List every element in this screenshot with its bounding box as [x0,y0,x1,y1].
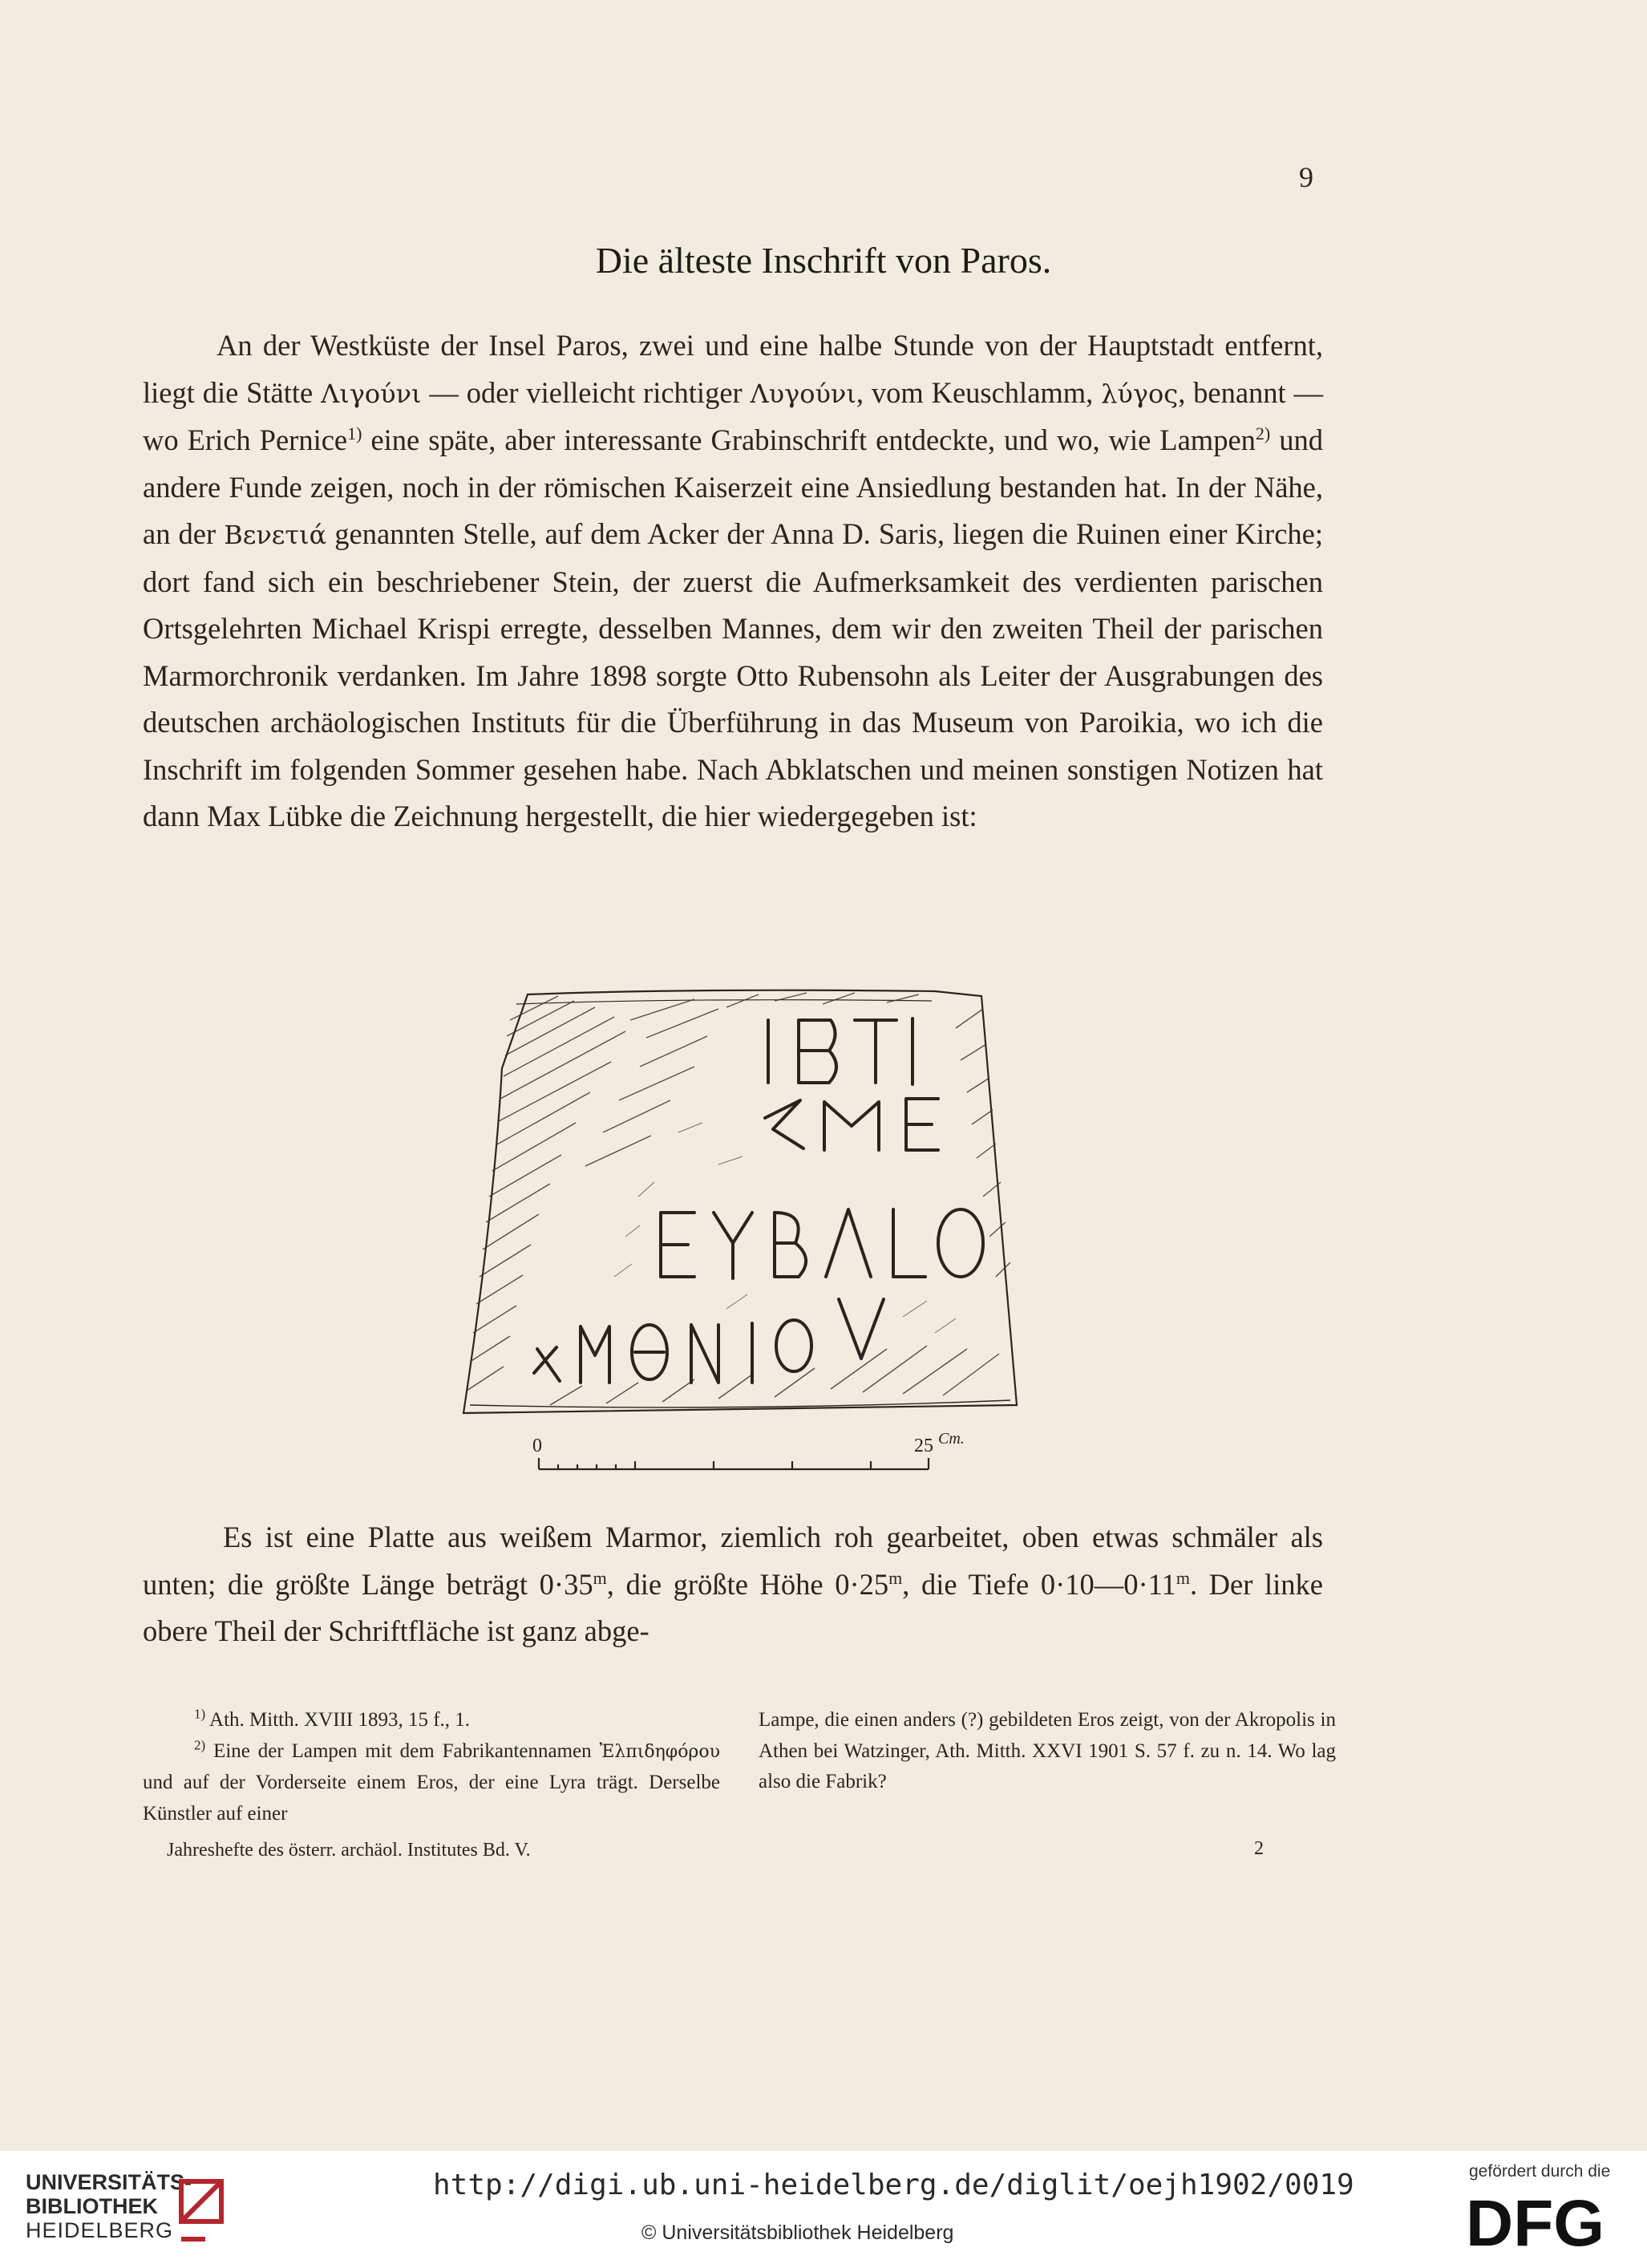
library-name [26,2170,192,2242]
library-line-3: HEIDELBERG [26,2218,174,2242]
library-line-1: UNIVERSITÄTS- [26,2170,192,2194]
inscription-drawing [454,972,1026,1429]
permalink-url[interactable]: http://digi.ub.uni-heidelberg.de/diglit/oejh1902/0019 [433,2169,1354,2201]
copyright-notice: © Universitätsbibliothek Heidelberg [641,2221,954,2244]
greek-word: Βενετιά [224,520,327,550]
library-logo[interactable] [13,2170,237,2250]
greek-word: λύγος [1101,378,1179,409]
scale-end-label: 25 [914,1436,933,1456]
sponsor-caption: gefördert durch die [1469,2162,1611,2181]
paragraph-text: , benannt — wo Erich Pernice [143,375,1324,456]
footnote-ref: 2) [1255,423,1271,443]
paragraph-text: , die größte Höhe 0·25 [606,1567,889,1601]
footnote-ref: 1) [347,423,362,443]
paragraph-text: genannten Stelle, auf dem Acker der Anna D. Saris, liegen die Ruinen einer Kirche; dort fand sich ein beschriebener Stein, der zuerst die Aufmerksamkeit des verdienten parischen Ortsgelehrten Michael Krispi erregte, desselben Mannes, dem wir den zweiten Theil der parischen Marmorchronik verdanken. Im Jahre 1898 sorgte Otto Rubensohn als Leiter der Ausgrabungen des deutschen archäologischen Instituts für die Überführung in das Museum von Paroikia, wo ich die Inschrift im folgenden Sommer gesehen habe. Nach Abklatschen und meinen sonstigen Notizen hat dann Max Lübke die Zeichnung hergestellt, die hier wiedergegeben ist: [143,517,1323,832]
greek-word: Ἐλπιδηφόρου [599,1741,720,1762]
footnote-text: Ath. Mitth. XVIII 1893, 15 f., 1. [205,1709,471,1731]
paragraph-text: , die Tiefe 0·10—0·11 [902,1567,1176,1601]
footnote-text: Eine der Lampen mit dem Fabrikantennamen [205,1739,600,1762]
footnote-2 [143,1736,720,1830]
paragraph-text: An der Westküste der Insel Paros, zwei und eine halbe Stunde von der Hauptstadt entfernt, liegt die Stätte [143,329,1323,409]
unit-mark: m [1176,1567,1190,1588]
scale-bar [521,1428,970,1476]
footnote-1 [143,1705,720,1736]
paragraph-text: eine späte, aber interessante Grabinschrift entdeckte, und wo, wie Lampen [362,423,1256,456]
footnote-column-left [143,1705,720,1829]
footnote-2-continued: Lampe, die einen anders (?) gebildeten Eros zeigt, von der Akropolis in Athen bei Watzinger, Ath. Mitth. XXVI 1901 S. 57 f. zu n. 14. Wo lag also die Fabrik? [759,1709,1336,1792]
scale-start-label: 0 [532,1436,542,1456]
journal-signature: Jahreshefte des österr. archäol. Institutes Bd. V. [167,1840,531,1861]
footnote-text: und auf der Vorderseite einem Eros, der eine Lyra trägt. Derselbe Künstler auf einer [143,1772,720,1825]
footnote-marker: 2) [194,1737,206,1753]
dfg-logo[interactable] [1466,2188,1626,2252]
greek-word: Λιγούνι [321,378,422,409]
scale-unit-label: Cm. [938,1430,965,1448]
paragraph-text: Es ist eine Platte aus weißem Marmor, ziemlich roh gearbeitet, oben etwas schmäler als unten; die größte Länge beträgt 0·35 [143,1521,1323,1601]
page-number: 9 [1299,161,1313,193]
unit-mark: m [888,1567,903,1588]
footnote-marker: 1) [194,1706,206,1722]
library-emblem-icon [173,2173,229,2247]
footnote-column-right [759,1705,1336,1798]
dfg-logo-text: DFG [1466,2188,1605,2252]
paragraph-description [143,1514,1323,1655]
signature-number: 2 [1254,1838,1264,1859]
greek-word: Λυγούνι [750,378,856,409]
library-line-2: BIBLIOTHEK [26,2194,158,2218]
paragraph-text: und andere Funde zeigen, noch in der römischen Kaiserzeit eine Ansiedlung bestanden hat. In der Nähe, an der [143,423,1323,550]
paragraph-intro [143,322,1323,840]
unit-mark: m [593,1567,607,1588]
page-title: Die älteste Inschrift von Paros. [595,240,1052,281]
paragraph-text: — oder vielleicht richtiger [421,375,751,409]
paragraph-text: , vom Keuschlamm, [856,375,1102,409]
paragraph-text: . Der linke obere Theil der Schriftfläche ist ganz abge- [143,1567,1323,1647]
